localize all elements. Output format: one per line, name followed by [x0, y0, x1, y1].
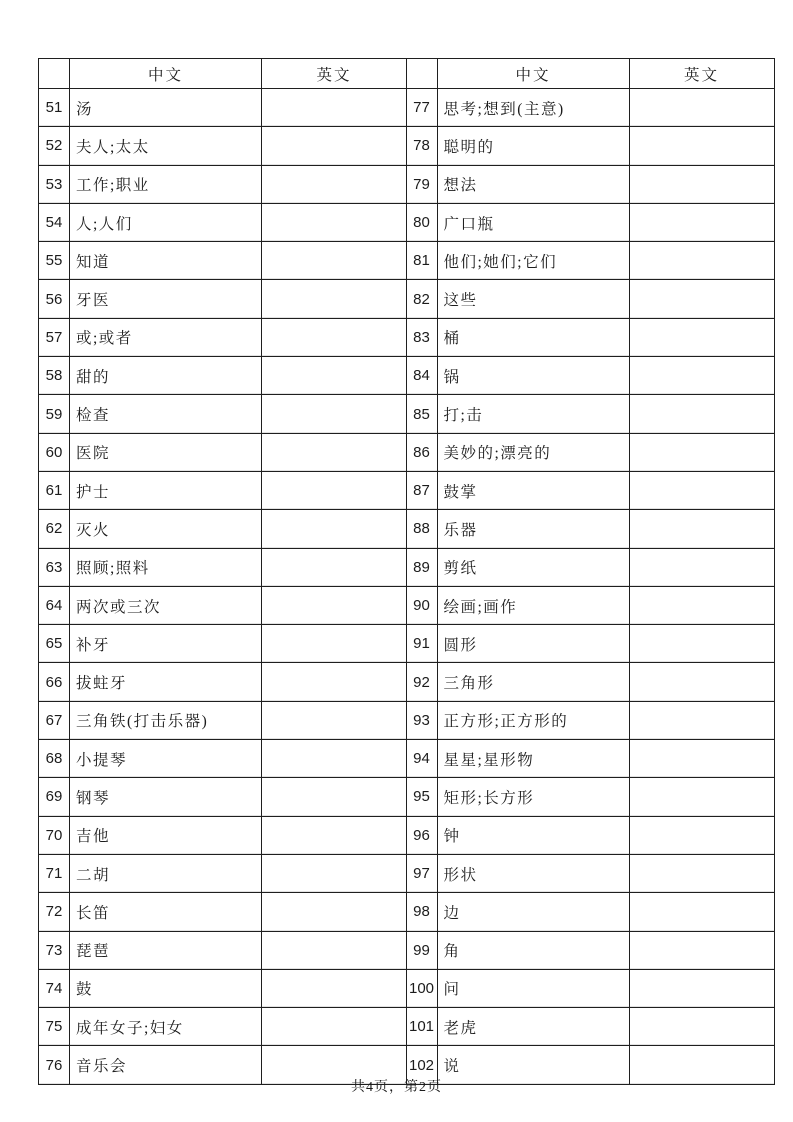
- page-footer: 共4页，第2页: [351, 1080, 442, 1095]
- english-cell: [629, 969, 774, 1007]
- row-number: 84: [406, 357, 437, 395]
- chinese-cell: 思考;想到(主意): [437, 89, 629, 127]
- chinese-cell: 汤: [70, 89, 262, 127]
- vocab-row: [406, 203, 774, 241]
- vocab-row: [39, 165, 407, 203]
- row-number: 72: [39, 893, 70, 931]
- english-cell: [629, 318, 774, 356]
- vocab-row: [406, 816, 774, 854]
- vocab-row: [39, 931, 407, 969]
- row-number: 64: [39, 586, 70, 624]
- chinese-cell: 成年女子;妇女: [70, 1008, 262, 1046]
- english-cell: [629, 586, 774, 624]
- english-cell: [262, 318, 407, 356]
- english-cell: [262, 586, 407, 624]
- chinese-cell: 这些: [437, 280, 629, 318]
- row-number: 75: [39, 1008, 70, 1046]
- english-cell: [629, 663, 774, 701]
- row-number: 81: [406, 242, 437, 280]
- row-number: 62: [39, 510, 70, 548]
- row-number: 54: [39, 203, 70, 241]
- english-cell: [262, 1008, 407, 1046]
- vocab-row: [406, 357, 774, 395]
- vocab-row: [406, 510, 774, 548]
- english-cell: [629, 931, 774, 969]
- english-cell: [629, 127, 774, 165]
- chinese-cell: 圆形: [437, 625, 629, 663]
- chinese-cell: 角: [437, 931, 629, 969]
- english-cell: [629, 548, 774, 586]
- chinese-cell: 聪明的: [437, 127, 629, 165]
- row-number: 89: [406, 548, 437, 586]
- row-number: 82: [406, 280, 437, 318]
- row-number: 92: [406, 663, 437, 701]
- chinese-cell: 甜的: [70, 357, 262, 395]
- english-cell: [629, 165, 774, 203]
- row-number: 58: [39, 357, 70, 395]
- chinese-cell: 形状: [437, 854, 629, 892]
- vocab-row: [39, 433, 407, 471]
- vocab-row: [39, 663, 407, 701]
- column-header-english: 英文: [262, 59, 407, 89]
- chinese-cell: 夫人;太太: [70, 127, 262, 165]
- english-cell: [629, 357, 774, 395]
- english-cell: [262, 816, 407, 854]
- row-number: 101: [406, 1008, 437, 1046]
- vocab-row: [406, 280, 774, 318]
- english-cell: [262, 165, 407, 203]
- english-cell: [262, 548, 407, 586]
- vocab-row: [406, 663, 774, 701]
- english-cell: [262, 242, 407, 280]
- row-number: 69: [39, 778, 70, 816]
- row-number: 59: [39, 395, 70, 433]
- row-number: 61: [39, 471, 70, 509]
- chinese-cell: 三角铁(打击乐器): [70, 701, 262, 739]
- row-number: 68: [39, 740, 70, 778]
- vocab-row: [406, 548, 774, 586]
- english-cell: [262, 663, 407, 701]
- row-number: 79: [406, 165, 437, 203]
- english-cell: [629, 510, 774, 548]
- row-number: 100: [406, 969, 437, 1007]
- chinese-cell: 星星;星形物: [437, 740, 629, 778]
- english-cell: [262, 854, 407, 892]
- row-number: 94: [406, 740, 437, 778]
- vocab-row: [39, 357, 407, 395]
- chinese-cell: 鼓: [70, 969, 262, 1007]
- row-number: 70: [39, 816, 70, 854]
- english-cell: [262, 89, 407, 127]
- vocab-row: [406, 931, 774, 969]
- vocab-row: [39, 280, 407, 318]
- row-number: 66: [39, 663, 70, 701]
- header-row: [406, 59, 774, 89]
- english-cell: [262, 203, 407, 241]
- vocab-row: [406, 127, 774, 165]
- chinese-cell: 桶: [437, 318, 629, 356]
- chinese-cell: 人;人们: [70, 203, 262, 241]
- chinese-cell: 打;击: [437, 395, 629, 433]
- row-number: 77: [406, 89, 437, 127]
- vocab-row: [39, 893, 407, 931]
- english-cell: [629, 893, 774, 931]
- chinese-cell: 补牙: [70, 625, 262, 663]
- chinese-cell: 正方形;正方形的: [437, 701, 629, 739]
- english-cell: [262, 127, 407, 165]
- row-number: 99: [406, 931, 437, 969]
- english-cell: [262, 433, 407, 471]
- vocab-table-right: [406, 58, 775, 1085]
- english-cell: [262, 625, 407, 663]
- english-cell: [629, 778, 774, 816]
- vocab-row: [39, 701, 407, 739]
- chinese-cell: 美妙的;漂亮的: [437, 433, 629, 471]
- english-cell: [629, 625, 774, 663]
- vocab-row: [406, 242, 774, 280]
- english-cell: [629, 471, 774, 509]
- vocabulary-tables: [38, 58, 775, 1085]
- chinese-cell: 灭火: [70, 510, 262, 548]
- vocab-row: [406, 778, 774, 816]
- vocab-row: [39, 89, 407, 127]
- vocab-row: [406, 1008, 774, 1046]
- english-cell: [262, 931, 407, 969]
- vocab-row: [39, 1008, 407, 1046]
- vocab-row: [39, 510, 407, 548]
- chinese-cell: 琵琶: [70, 931, 262, 969]
- chinese-cell: 钟: [437, 816, 629, 854]
- english-cell: [262, 969, 407, 1007]
- row-number: 65: [39, 625, 70, 663]
- english-cell: [629, 854, 774, 892]
- chinese-cell: 照顾;照料: [70, 548, 262, 586]
- chinese-cell: 工作;职业: [70, 165, 262, 203]
- english-cell: [629, 816, 774, 854]
- vocab-row: [39, 969, 407, 1007]
- english-cell: [629, 740, 774, 778]
- row-number: 67: [39, 701, 70, 739]
- chinese-cell: 他们;她们;它们: [437, 242, 629, 280]
- chinese-cell: 绘画;画作: [437, 586, 629, 624]
- chinese-cell: 吉他: [70, 816, 262, 854]
- row-number: 78: [406, 127, 437, 165]
- vocab-row: [406, 89, 774, 127]
- vocab-row: [406, 969, 774, 1007]
- row-number: 93: [406, 701, 437, 739]
- vocab-row: [39, 548, 407, 586]
- row-number: 88: [406, 510, 437, 548]
- english-cell: [629, 280, 774, 318]
- chinese-cell: 鼓掌: [437, 471, 629, 509]
- english-cell: [262, 701, 407, 739]
- vocab-row: [39, 816, 407, 854]
- vocab-row: [39, 395, 407, 433]
- row-number: 51: [39, 89, 70, 127]
- chinese-cell: 医院: [70, 433, 262, 471]
- english-cell: [629, 433, 774, 471]
- english-cell: [629, 89, 774, 127]
- row-number: 97: [406, 854, 437, 892]
- english-cell: [629, 1008, 774, 1046]
- row-number: 95: [406, 778, 437, 816]
- english-cell: [262, 510, 407, 548]
- column-header-number: [39, 59, 70, 89]
- chinese-cell: 三角形: [437, 663, 629, 701]
- english-cell: [262, 357, 407, 395]
- chinese-cell: 想法: [437, 165, 629, 203]
- column-header-chinese: 中文: [70, 59, 262, 89]
- row-number: 102: [406, 1046, 437, 1084]
- vocab-row: [406, 854, 774, 892]
- english-cell: [262, 471, 407, 509]
- vocab-row: [406, 625, 774, 663]
- vocab-row: [406, 893, 774, 931]
- chinese-cell: 问: [437, 969, 629, 1007]
- vocab-row: [39, 854, 407, 892]
- vocab-row: [39, 318, 407, 356]
- english-cell: [629, 203, 774, 241]
- vocab-row: [39, 471, 407, 509]
- vocab-row: [39, 203, 407, 241]
- row-number: 80: [406, 203, 437, 241]
- row-number: 90: [406, 586, 437, 624]
- vocab-row: [39, 778, 407, 816]
- row-number: 86: [406, 433, 437, 471]
- chinese-cell: 二胡: [70, 854, 262, 892]
- chinese-cell: 边: [437, 893, 629, 931]
- english-cell: [262, 395, 407, 433]
- english-cell: [629, 395, 774, 433]
- row-number: 96: [406, 816, 437, 854]
- english-cell: [629, 242, 774, 280]
- chinese-cell: 锅: [437, 357, 629, 395]
- vocab-table-left: [38, 58, 407, 1085]
- english-cell: [262, 280, 407, 318]
- chinese-cell: 知道: [70, 242, 262, 280]
- row-number: 56: [39, 280, 70, 318]
- vocab-row: [39, 127, 407, 165]
- chinese-cell: 广口瓶: [437, 203, 629, 241]
- chinese-cell: 钢琴: [70, 778, 262, 816]
- row-number: 91: [406, 625, 437, 663]
- column-header-english: 英文: [629, 59, 774, 89]
- row-number: 71: [39, 854, 70, 892]
- vocab-row: [406, 318, 774, 356]
- row-number: 55: [39, 242, 70, 280]
- english-cell: [629, 701, 774, 739]
- vocab-row: [39, 586, 407, 624]
- vocab-row: [39, 625, 407, 663]
- chinese-cell: 音乐会: [70, 1046, 262, 1084]
- vocab-row: [406, 395, 774, 433]
- chinese-cell: 剪纸: [437, 548, 629, 586]
- row-number: 74: [39, 969, 70, 1007]
- row-number: 73: [39, 931, 70, 969]
- row-number: 52: [39, 127, 70, 165]
- chinese-cell: 小提琴: [70, 740, 262, 778]
- vocab-row: [406, 701, 774, 739]
- chinese-cell: 长笛: [70, 893, 262, 931]
- row-number: 87: [406, 471, 437, 509]
- row-number: 60: [39, 433, 70, 471]
- chinese-cell: 矩形;长方形: [437, 778, 629, 816]
- vocab-row: [406, 586, 774, 624]
- row-number: 85: [406, 395, 437, 433]
- column-header-chinese: 中文: [437, 59, 629, 89]
- vocab-row: [406, 740, 774, 778]
- column-header-number: [406, 59, 437, 89]
- header-row: [39, 59, 407, 89]
- vocab-row: [406, 471, 774, 509]
- english-cell: [262, 893, 407, 931]
- chinese-cell: 护士: [70, 471, 262, 509]
- vocab-row: [406, 433, 774, 471]
- row-number: 53: [39, 165, 70, 203]
- row-number: 83: [406, 318, 437, 356]
- vocab-row: [39, 740, 407, 778]
- vocab-row: [39, 242, 407, 280]
- row-number: 63: [39, 548, 70, 586]
- chinese-cell: 乐器: [437, 510, 629, 548]
- chinese-cell: 两次或三次: [70, 586, 262, 624]
- row-number: 98: [406, 893, 437, 931]
- chinese-cell: 牙医: [70, 280, 262, 318]
- row-number: 57: [39, 318, 70, 356]
- chinese-cell: 或;或者: [70, 318, 262, 356]
- chinese-cell: 检查: [70, 395, 262, 433]
- chinese-cell: 说: [437, 1046, 629, 1084]
- chinese-cell: 拔蛀牙: [70, 663, 262, 701]
- chinese-cell: 老虎: [437, 1008, 629, 1046]
- english-cell: [262, 740, 407, 778]
- row-number: 76: [39, 1046, 70, 1084]
- vocab-row: [406, 165, 774, 203]
- english-cell: [262, 778, 407, 816]
